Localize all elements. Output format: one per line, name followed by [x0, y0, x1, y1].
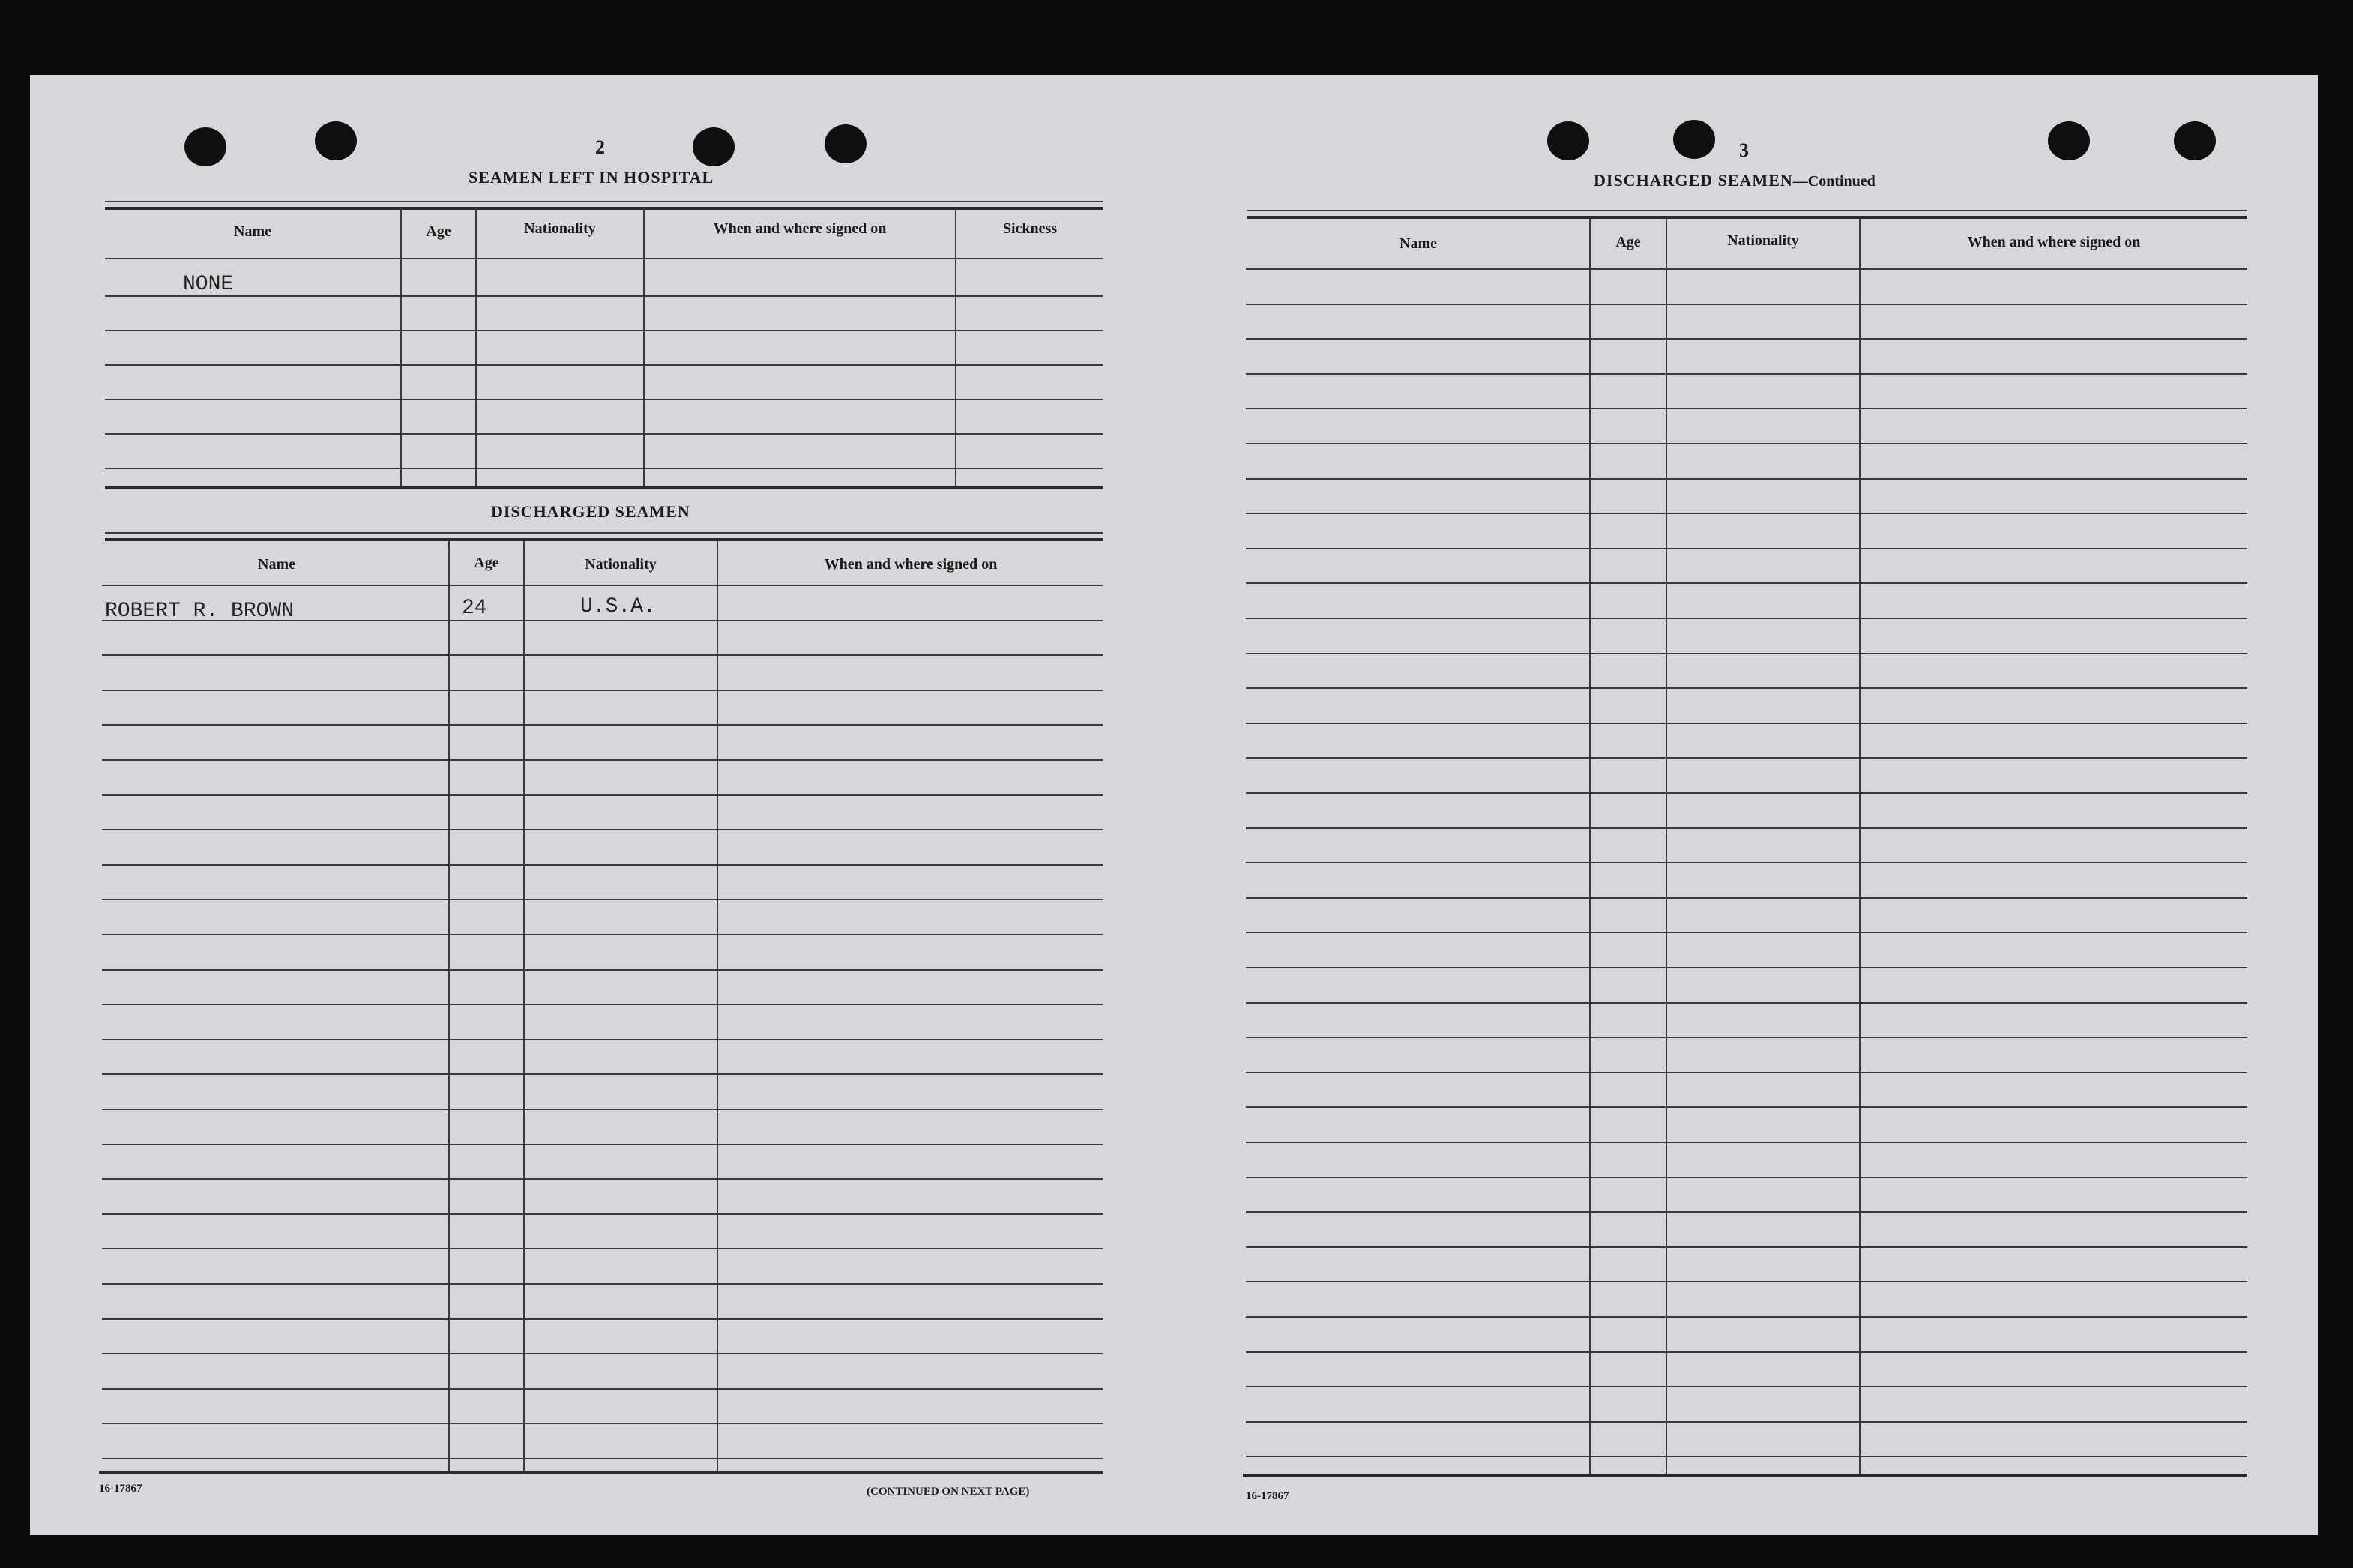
table-row — [1246, 967, 2247, 968]
column-header-name: Name — [234, 223, 271, 240]
table-row — [1246, 548, 2247, 549]
punch-hole — [1547, 121, 1589, 160]
column-divider — [643, 208, 645, 487]
table-row — [102, 724, 1103, 726]
table-row — [1246, 1106, 2247, 1108]
table-row — [102, 794, 1103, 796]
punch-hole — [2174, 121, 2216, 160]
table-row — [102, 654, 1103, 656]
table-row — [102, 829, 1103, 830]
table-row — [102, 1283, 1103, 1285]
punch-hole — [2048, 121, 2090, 160]
table-row — [1246, 1316, 2247, 1318]
continued-note: (CONTINUED ON NEXT PAGE) — [867, 1486, 1030, 1498]
column-header-age: Age — [474, 555, 499, 571]
table-rule — [1247, 216, 2247, 219]
table-rule — [1247, 210, 2247, 211]
table-row — [1246, 1037, 2247, 1038]
table-row — [102, 1458, 1103, 1459]
table-row — [102, 1073, 1103, 1075]
column-header-nationality: Nationality — [524, 220, 596, 237]
table-row — [1246, 408, 2247, 409]
seaman-age: 24 — [462, 597, 487, 620]
seaman-nationality: U.S.A. — [580, 595, 656, 618]
page-number: 3 — [1739, 139, 1749, 161]
table-row — [1246, 653, 2247, 654]
table-row — [102, 969, 1103, 971]
punch-hole — [693, 127, 735, 166]
table-row — [1246, 932, 2247, 933]
table-row — [1246, 1211, 2247, 1213]
table-row — [1246, 1456, 2247, 1457]
table-rule — [1243, 1474, 2247, 1477]
column-header-signed-on: When and where signed on — [1967, 234, 2141, 250]
table-row — [102, 864, 1103, 866]
table-rule — [105, 486, 1103, 489]
table-row — [1246, 757, 2247, 759]
column-divider — [1589, 217, 1591, 1475]
table-row — [1246, 1142, 2247, 1143]
table-row — [1246, 1072, 2247, 1073]
table-row — [1246, 1002, 2247, 1004]
table-row — [105, 364, 1103, 366]
table-row — [102, 759, 1103, 761]
table-row — [102, 585, 1103, 586]
table-row — [102, 1039, 1103, 1040]
table-row — [102, 899, 1103, 900]
form-number: 16-17867 — [1246, 1490, 1289, 1502]
table-row — [102, 1144, 1103, 1145]
discharged-continued-title — [1594, 171, 1876, 190]
table-row — [1246, 1351, 2247, 1353]
table-row — [1246, 1386, 2247, 1387]
table-row — [105, 399, 1103, 400]
column-header-age: Age — [1615, 234, 1641, 250]
table-row — [102, 1388, 1103, 1390]
table-row — [102, 1318, 1103, 1320]
column-header-signed-on: When and where signed on — [824, 556, 998, 573]
table-row — [1246, 513, 2247, 514]
column-header-signed-on: When and where signed on — [713, 220, 887, 237]
hospital-section-title: SEAMEN LEFT IN HOSPITAL — [469, 168, 714, 187]
table-row — [105, 468, 1103, 469]
punch-hole — [315, 121, 357, 160]
table-row — [102, 1248, 1103, 1249]
table-row — [1246, 1177, 2247, 1178]
punch-hole — [1673, 120, 1715, 159]
column-divider — [1859, 217, 1861, 1475]
table-row — [1246, 304, 2247, 305]
hospital-entry: NONE — [183, 273, 234, 296]
column-divider — [717, 540, 718, 1474]
seaman-name: ROBERT R. BROWN — [105, 600, 295, 623]
column-header-name: Name — [1400, 235, 1437, 252]
table-row — [1246, 687, 2247, 689]
column-header-name: Name — [258, 556, 295, 573]
table-row — [105, 330, 1103, 331]
column-header-nationality: Nationality — [585, 556, 657, 573]
table-row — [102, 1004, 1103, 1005]
column-header-age: Age — [426, 223, 451, 240]
table-row — [1246, 338, 2247, 340]
table-rule — [105, 258, 1103, 259]
table-row — [102, 1353, 1103, 1354]
table-row — [1246, 723, 2247, 724]
discharged-section-title: DISCHARGED SEAMEN — [491, 502, 690, 521]
title-suffix: —Continued — [1792, 173, 1876, 190]
table-row — [102, 690, 1103, 691]
table-row — [1246, 1246, 2247, 1248]
column-header-nationality: Nationality — [1727, 232, 1799, 249]
column-divider — [475, 208, 477, 487]
table-row — [105, 295, 1103, 297]
table-row — [1246, 478, 2247, 480]
table-row — [1246, 827, 2247, 829]
table-row — [102, 934, 1103, 935]
table-row — [1246, 443, 2247, 444]
punch-hole — [184, 127, 226, 166]
table-rule — [105, 201, 1103, 202]
table-row — [102, 1213, 1103, 1215]
table-rule — [105, 207, 1103, 210]
column-divider — [400, 208, 402, 487]
table-row — [1246, 268, 2247, 270]
table-row — [1246, 618, 2247, 619]
table-row — [105, 433, 1103, 435]
form-number: 16-17867 — [99, 1483, 142, 1495]
table-row — [102, 1109, 1103, 1110]
column-divider — [955, 208, 956, 487]
column-divider — [1666, 217, 1667, 1475]
column-divider — [448, 540, 450, 1474]
page-number: 2 — [595, 136, 605, 158]
table-row — [1246, 1281, 2247, 1282]
table-row — [102, 1178, 1103, 1180]
document-sheet — [30, 75, 2318, 1535]
table-rule — [99, 1471, 1103, 1474]
table-row — [1246, 792, 2247, 794]
table-row — [102, 1423, 1103, 1424]
table-rule — [105, 538, 1103, 541]
table-row — [1246, 862, 2247, 863]
table-row — [1246, 582, 2247, 584]
column-header-sickness: Sickness — [1002, 220, 1058, 237]
table-row — [1246, 1421, 2247, 1423]
punch-hole — [825, 124, 867, 163]
table-rule — [105, 532, 1103, 534]
table-row — [1246, 897, 2247, 899]
column-divider — [523, 540, 525, 1474]
table-row — [1246, 373, 2247, 375]
title-text: DISCHARGED SEAMEN — [1594, 171, 1793, 190]
